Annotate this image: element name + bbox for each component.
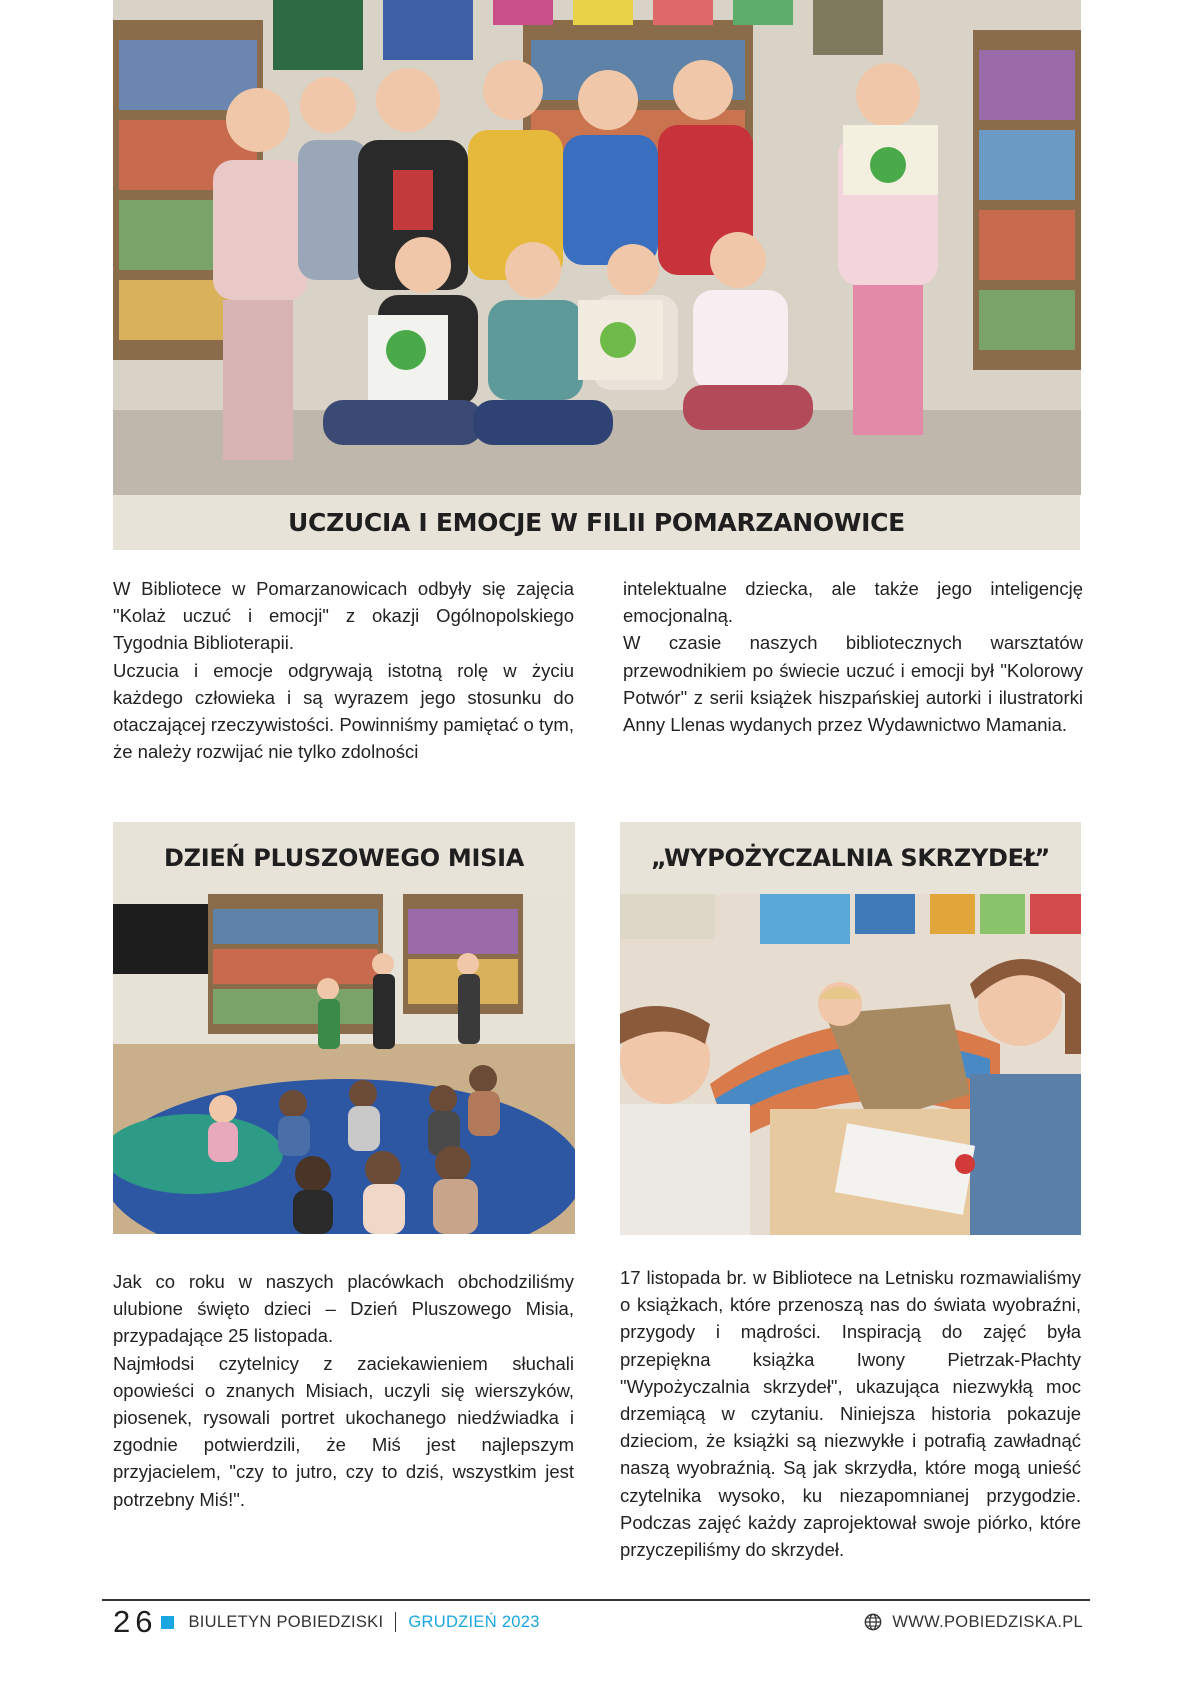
footer-left — [113, 1602, 540, 1642]
paragraph: W Bibliotece w Pomarzanowicach odbyły się zajęcia "Kolaż uczuć i emocji" z okazji Ogólnopolskiego Tygodnia Biblioterapii. — [113, 578, 574, 654]
section-heading-emotions — [113, 495, 1080, 550]
paragraph: 17 listopada br. w Bibliotece na Letnisku rozmawialiśmy o książkach, które przenoszą nas do świata wyobraźni, przygody i mądrości. Inspiracją do zajęć była przepiękna książka Iwony Pietrzak-Płachty "Wypożyczalnia skrzydeł", ukazująca niezwykłą moc drzemiącą w czytaniu. Niniejsza historia pokazuje dzieciom, że książki są niezwykłe i potrafią zawładnąć naszą wyobraźnią. Są jak skrzydła, które mogą unieść czytelnika wysoko, ku niezapomnianej przygodzie. Podczas zajęć każdy zaprojektował swoje piórko, które przyczepiliśmy do skrzydeł. — [620, 1267, 1081, 1561]
emotions-text-col2 — [623, 575, 1083, 738]
footer-divider — [102, 1599, 1090, 1601]
paragraph: Najmłodsi czytelnicy z zaciekawieniem słuchali opowieści o znanych Misiach, uczyli się wierszyków, piosenek, rysowali portret ukochanego niedźwiadka i zgodnie potwierdzili, że Miś jest najlepszym przyjacielem, "czy to jutro, czy to dziś, wszystkim jest potrzebny Miś!". — [113, 1352, 574, 1510]
teddy-text — [113, 1268, 574, 1513]
paragraph: Uczucia i emocje odgrywają istotną rolę w życiu każdego człowieka i są wyrazem jego stosunku do otaczającej rzeczywistości. Powinniśmy pamiętać o tym, że należy rozwijać nie tylko zdolności — [113, 659, 574, 763]
section-heading-wings — [620, 822, 1081, 894]
emotions-text-col1 — [113, 575, 574, 765]
photo-children-library — [113, 0, 1081, 495]
paragraph: intelektualne dziecka, ale także jego inteligencję emocjonalną. — [623, 578, 1083, 627]
publication-name: BIULETYN POBIEDZISKI — [188, 1612, 384, 1631]
website-link[interactable]: WWW.POBIEDZISKA.PL — [892, 1612, 1083, 1631]
globe-icon — [864, 1613, 882, 1631]
paragraph: W czasie naszych bibliotecznych warsztatów przewodnikiem po świecie uczuć i emocji był "Kolorowy Potwór" z serii książek hiszpańskiej autorki i ilustratorki Anny Llenas wydanych przez Wydawnictwo Mamania. — [623, 632, 1083, 736]
accent-square — [161, 1616, 174, 1629]
issue-date: GRUDZIEŃ 2023 — [408, 1612, 540, 1631]
section-heading-teddy — [113, 822, 575, 894]
footer-separator — [395, 1612, 396, 1632]
footer-right — [870, 1602, 1083, 1642]
heading-teddy-text: DZIEŃ PLUSZOWEGO MISIA — [163, 844, 525, 872]
wings-text — [620, 1264, 1081, 1563]
photo-wings-workshop — [620, 894, 1081, 1235]
paragraph: Jak co roku w naszych placówkach obchodziliśmy ulubione święto dzieci – Dzień Pluszowego Misia, przypadające 25 listopada. — [113, 1271, 574, 1347]
photo-teddy-bear-day — [113, 894, 575, 1234]
heading-wings-text: „WYPOŻYCZALNIA SKRZYDEŁ” — [651, 844, 1050, 872]
heading-emotions-text: UCZUCIA I EMOCJE W FILII POMARZANOWICE — [288, 508, 905, 537]
page-number: 26 — [113, 1604, 158, 1639]
